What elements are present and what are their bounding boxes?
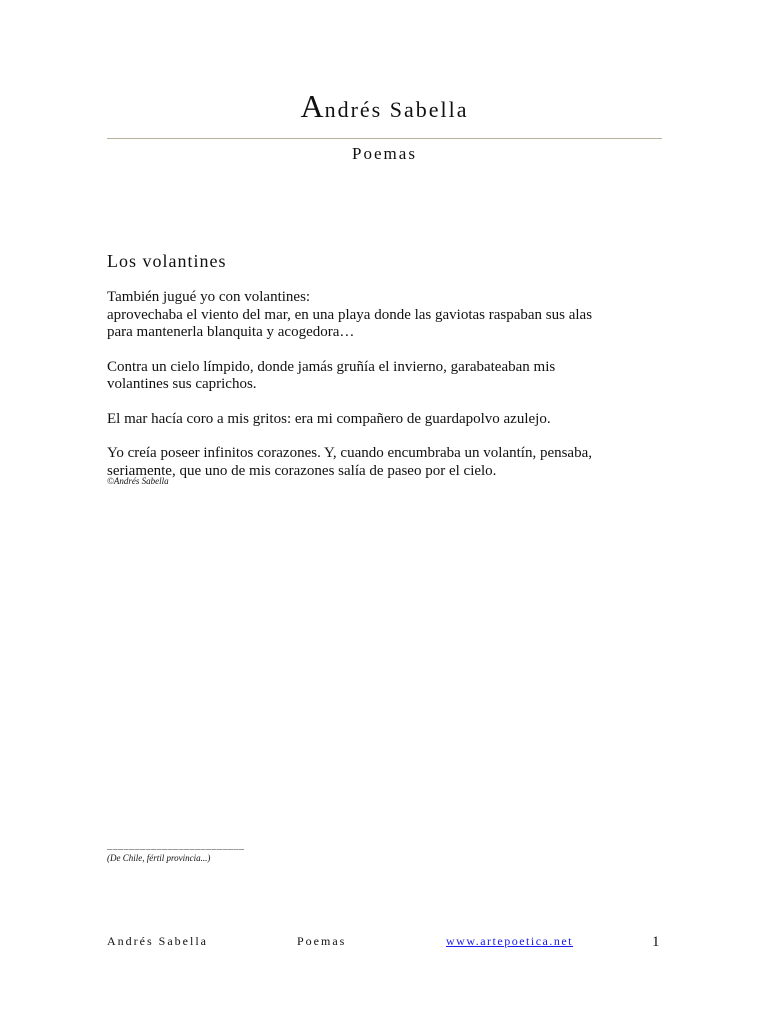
footer-website-link[interactable]: www.artepoetica.net xyxy=(446,934,574,948)
footer-author: Andrés Sabella xyxy=(107,934,208,948)
poem-title: Los volantines xyxy=(107,251,227,271)
poem-line: Yo creía poseer infinitos corazones. Y, cuando encumbraba un volantín, pensaba, xyxy=(107,445,593,461)
footnote-rule: _________________________ xyxy=(107,840,245,851)
poem-line: seriamente, que uno de mis corazones salía de paseo por el cielo. xyxy=(107,462,497,479)
poem-stanza xyxy=(107,411,667,429)
page-number: 1 xyxy=(652,934,660,950)
poem-line: para mantenerla blanquita y acogedora… xyxy=(107,324,355,340)
footer-section: Poemas xyxy=(297,934,347,948)
header-divider xyxy=(107,138,662,139)
poem-line: volantines sus caprichos. xyxy=(107,376,257,392)
footnote-source: (De Chile, fértil provincia...) xyxy=(107,853,211,863)
poem-line: El mar hacía coro a mis gritos: era mi compañero de guardapolvo azulejo. xyxy=(107,410,551,427)
poem-stanza xyxy=(107,289,667,342)
poem-line: Contra un cielo límpido, donde jamás gruñía el invierno, garabateaban mis xyxy=(107,358,556,375)
document-header-subtitle: Poemas xyxy=(352,144,417,163)
poem-line: También jugué yo con volantines: xyxy=(107,289,311,305)
header-title-rest: ndrés Sabella xyxy=(324,97,469,122)
header-title-initial: A xyxy=(300,88,325,124)
poem-stanza xyxy=(107,445,667,480)
document-header-title xyxy=(107,88,662,125)
poem-line: aprovechaba el viento del mar, en una playa donde las gaviotas raspaban sus alas xyxy=(107,306,593,323)
poem-body xyxy=(107,289,667,497)
poem-stanza xyxy=(107,359,667,394)
poem-copyright: ©Andrés Sabella xyxy=(107,476,169,486)
